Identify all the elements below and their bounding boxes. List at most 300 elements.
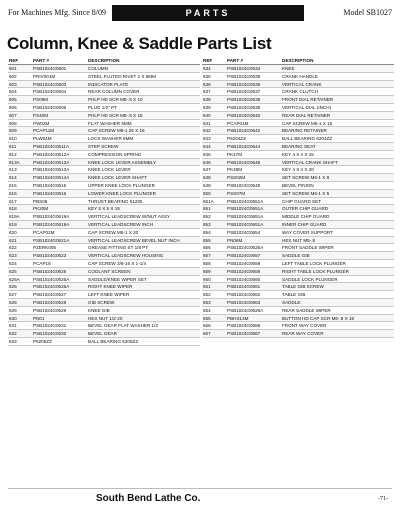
part-number-cell: PSB1024G0603 <box>33 81 67 87</box>
part-number-cell: PS40M <box>33 112 49 118</box>
description-cell: THRUST BEARING 51205 <box>88 198 143 204</box>
footer-brand: South Bend Lathe Co. <box>96 493 201 504</box>
part-number-cell: PSB1024G0651A <box>227 198 264 204</box>
ref-cell: 660 <box>203 276 211 282</box>
table-row <box>8 88 200 96</box>
table-row <box>202 221 394 229</box>
ref-cell: 630 <box>9 315 17 321</box>
table-row <box>8 252 200 260</box>
description-cell: VERTICAL CRANK SHAFT <box>282 159 338 165</box>
table-row <box>202 237 394 245</box>
table-row <box>8 322 200 330</box>
table-row <box>202 159 394 167</box>
ref-cell: 645 <box>203 151 211 157</box>
description-cell: SET SCREW M6-1 X 8 <box>282 175 330 181</box>
ref-cell: 651A <box>203 198 214 204</box>
part-number-cell: PSB1024G0614A <box>33 175 70 181</box>
description-cell: LEFT TABLE LOCK PLUNGER <box>282 260 346 266</box>
header-machines-text: For Machines Mfg. Since 8/09 <box>8 8 106 17</box>
ref-cell: 627 <box>9 292 17 298</box>
description-cell: WAY COVER SUPPORT <box>282 229 333 235</box>
ref-cell: 613A <box>9 159 20 165</box>
table-row <box>8 268 200 276</box>
description-cell: REAR WAY COVER <box>282 331 324 337</box>
table-row <box>8 198 200 206</box>
parts-table-left <box>8 56 200 346</box>
ref-cell: 622 <box>9 245 17 251</box>
table-row <box>202 112 394 120</box>
page-number: -71- <box>378 496 388 502</box>
header-model-text: Model SB1027 <box>343 8 392 17</box>
ref-cell: 635 <box>203 73 211 79</box>
part-number-cell: PCAP02M <box>33 229 55 235</box>
part-number-cell: PSB1024G0621A <box>33 237 70 243</box>
part-number-cell: PSB1024G0616 <box>33 190 67 196</box>
ref-cell: 644 <box>203 143 211 149</box>
table-body <box>8 65 200 346</box>
table-row <box>8 330 200 338</box>
part-number-cell: PSB1024G0666 <box>227 323 261 329</box>
description-cell: PHLP HD SCR M5-.8 X 16 <box>88 112 143 118</box>
table-row <box>8 338 200 346</box>
ref-cell: 647 <box>203 167 211 173</box>
part-number-cell: PSB1024G0613A <box>33 167 70 173</box>
part-number-cell: PSB1024G0657 <box>227 253 261 259</box>
part-number-cell: PSB1024G0638 <box>227 97 261 103</box>
part-number-cell: PCAP18 <box>33 260 51 266</box>
description-cell: LOWER KNEE LOCK PLUNGER <box>88 190 156 196</box>
part-number-cell: PSB1024G0640 <box>227 112 261 118</box>
table-row <box>8 120 200 128</box>
part-number-cell: PK20M <box>33 206 49 212</box>
ref-cell: 611 <box>9 143 17 149</box>
ref-cell: 641 <box>203 120 211 126</box>
description-cell: HEX NUT 1/2-20 <box>88 315 123 321</box>
table-row <box>202 198 394 206</box>
table-row <box>8 174 200 182</box>
part-number-cell: PSB1024G0663 <box>227 299 261 305</box>
part-number-cell: PSB1024G0613A <box>33 159 70 165</box>
ref-cell: 632 <box>9 331 17 337</box>
table-row <box>8 276 200 284</box>
ref-cell: 626 <box>9 284 17 290</box>
ref-cell: 631 <box>9 323 17 329</box>
table-row <box>202 127 394 135</box>
description-cell: INNER CHIP GUARD <box>282 221 327 227</box>
table-row <box>8 221 200 229</box>
description-cell: BEVEL GEAR <box>88 331 117 337</box>
part-number-cell: PBS05 <box>33 198 48 204</box>
description-cell: KNEE LOCK LEVER SHAFT <box>88 175 147 181</box>
part-number-cell: PSB1024G0604 <box>33 89 67 95</box>
table-row <box>202 260 394 268</box>
ref-cell: 638 <box>203 97 211 103</box>
description-cell: FRONT WAY COVER <box>282 323 327 329</box>
table-row <box>202 143 394 151</box>
ref-cell: 659 <box>203 268 211 274</box>
description-cell: REAR DIAL RETAINER <box>282 112 331 118</box>
ref-cell: 619A <box>9 214 20 220</box>
description-cell: LOCK WASHER 8MM <box>88 136 134 142</box>
description-cell: FLAT WASHER 5MM <box>88 120 132 126</box>
table-row <box>202 252 394 260</box>
table-row <box>8 260 200 268</box>
description-cell: GIB SCREW <box>88 299 115 305</box>
description-cell: REAR COLUMN COVER <box>88 89 140 95</box>
description-cell: FRONT DIAL RETAINER <box>282 97 334 103</box>
description-cell: CRANK CLUTCH <box>282 89 318 95</box>
ref-cell: 620 <box>9 229 17 235</box>
ref-cell: 604 <box>9 89 17 95</box>
table-header <box>8 56 200 65</box>
description-cell: COOLANT SCREEN <box>88 268 131 274</box>
part-number-cell: PLW04M <box>33 136 52 142</box>
table-row <box>8 237 200 245</box>
table-row <box>8 112 200 120</box>
part-number-cell: PSB1024G0667 <box>227 331 261 337</box>
part-number-cell: PSB1024G0646 <box>227 159 261 165</box>
ref-cell: 623 <box>9 253 17 259</box>
page-header <box>8 5 392 21</box>
description-cell: CAP SCREW M8-1.25 X 16 <box>88 128 145 134</box>
ref-cell: 643 <box>203 136 211 142</box>
description-cell: BALL BEARING 6204ZZ <box>282 136 333 142</box>
part-number-cell: PSB1024G0626A <box>227 307 264 313</box>
part-number-cell: PSB1024G0625 <box>33 268 67 274</box>
description-cell: SADDLE GIB <box>282 253 310 259</box>
part-number-cell: PSB1024G0636 <box>227 81 261 87</box>
description-cell: RIGHT KNEE WIPER <box>88 284 133 290</box>
ref-cell: 624 <box>9 260 17 266</box>
table-row <box>202 244 394 252</box>
part-number-cell: PN01 <box>33 315 45 321</box>
ref-cell: 658 <box>203 260 211 266</box>
part-number-cell: PSB1024G0658 <box>227 260 261 266</box>
part-number-cell: PSB1024G0626A <box>227 245 264 251</box>
table-row <box>8 205 200 213</box>
page-title: Column, Knee & Saddle Parts List <box>7 34 272 53</box>
description-cell: SADDLE LOCK PLUNGER <box>282 276 338 282</box>
part-number-cell: PSB1024G0644 <box>227 143 261 149</box>
ref-cell: 615 <box>9 182 17 188</box>
column-header-part: PART # <box>227 58 243 63</box>
ref-cell: 665 <box>203 315 211 321</box>
column-header-description: DESCRIPTION <box>282 58 314 63</box>
ref-cell: 654 <box>203 229 211 235</box>
part-number-cell: PSB1024G0619A <box>33 221 70 227</box>
description-cell: GREASE FITTING ST 1/8 PT <box>88 245 149 251</box>
description-cell: COLUMN <box>88 66 108 71</box>
description-cell: KNEE <box>282 66 295 71</box>
table-row <box>8 182 200 190</box>
table-row <box>202 283 394 291</box>
part-number-cell: PS09M <box>33 97 49 103</box>
ref-cell: 601 <box>9 66 17 71</box>
ref-cell: 646 <box>203 159 211 165</box>
description-cell: LEFT KNEE WIPER <box>88 292 130 298</box>
ref-cell: 650 <box>203 190 211 196</box>
ref-cell: 652 <box>203 214 211 220</box>
table-row <box>8 315 200 323</box>
part-number-cell: PSB1024G0654 <box>227 229 261 235</box>
parts-table-right <box>202 56 394 338</box>
part-number-cell: PSB1024G0623 <box>33 253 67 259</box>
part-number-cell: PSB1024G0635 <box>227 73 261 79</box>
table-row <box>8 81 200 89</box>
part-number-cell: PSB1024G0637 <box>227 89 261 95</box>
ref-cell: 618 <box>9 206 17 212</box>
part-number-cell: PSB1024G0615 <box>33 182 67 188</box>
description-cell: BEARING RETAINER <box>282 128 327 134</box>
ref-cell: 666 <box>203 323 211 329</box>
ref-cell: 610 <box>9 136 17 142</box>
table-row <box>202 276 394 284</box>
table-row <box>202 182 394 190</box>
table-row <box>202 213 394 221</box>
description-cell: MIDDLE CHIP GUARD <box>282 214 330 220</box>
part-number-cell: PSB1024G0611A <box>33 143 69 149</box>
ref-cell: 606 <box>9 104 17 110</box>
column-header-ref: REF <box>9 58 19 63</box>
table-row <box>202 322 394 330</box>
description-cell: VERTICAL LEADSCREW INCH <box>88 221 154 227</box>
table-row <box>8 143 200 151</box>
ref-cell: 605 <box>9 97 17 103</box>
ref-cell: 661 <box>203 284 211 290</box>
table-row <box>202 120 394 128</box>
description-cell: SADDLE/KNEE WIPER SET <box>88 276 147 282</box>
description-cell: HEX NUT M5-.8 <box>282 237 316 243</box>
table-row <box>8 159 200 167</box>
ref-cell: 629 <box>9 307 17 313</box>
part-number-cell: PSB1024G0651A <box>227 206 264 212</box>
part-number-cell: PW02M <box>33 120 50 126</box>
ref-cell: 649 <box>203 182 211 188</box>
ref-cell: 613 <box>9 167 17 173</box>
part-number-cell: PSB1024G0660 <box>227 276 261 282</box>
ref-cell: 612 <box>9 151 17 157</box>
description-cell: BALL BEARING 6205ZZ <box>88 338 139 344</box>
part-number-cell: PSB1024G0601 <box>33 66 67 71</box>
part-number-cell: PCAP01M <box>227 120 249 126</box>
table-row <box>202 330 394 338</box>
description-cell: KNEE LOCK LEVER ASSEMBLY <box>88 159 157 165</box>
table-row <box>8 151 200 159</box>
table-row <box>202 81 394 89</box>
table-row <box>8 213 200 221</box>
ref-cell: 609 <box>9 128 17 134</box>
table-row <box>8 291 200 299</box>
table-row <box>8 135 200 143</box>
ref-cell: 626A <box>9 276 20 282</box>
part-number-cell: PSS07M <box>227 190 246 196</box>
ref-cell: 602 <box>9 73 17 79</box>
table-row <box>202 299 394 307</box>
ref-cell: 637 <box>203 89 211 95</box>
description-cell: TABLE GIB <box>282 292 306 298</box>
ref-cell: 614 <box>9 175 17 181</box>
ref-cell: 663 <box>203 299 211 305</box>
ref-cell: 662 <box>203 292 211 298</box>
table-row <box>8 244 200 252</box>
part-number-cell: PSB1024G0629 <box>33 307 67 313</box>
description-cell: BEVEL PINION <box>282 182 314 188</box>
table-row <box>202 174 394 182</box>
ref-cell: 636 <box>203 81 211 87</box>
table-row <box>8 104 200 112</box>
part-number-cell: PSB1024G0619A <box>33 214 70 220</box>
part-number-cell: PSB1024G0649 <box>227 182 261 188</box>
description-cell: VERTICAL LEADSCREW HOUSING <box>88 253 164 259</box>
part-number-cell: PK47M <box>227 151 243 157</box>
part-number-cell: PSB1024G0651A <box>227 221 264 227</box>
table-row <box>8 307 200 315</box>
part-number-cell: PSB1024G0628 <box>33 299 67 305</box>
table-row <box>202 229 394 237</box>
description-cell: PLUG 1/2" PT <box>88 104 117 110</box>
table-row <box>202 205 394 213</box>
part-number-cell: PSB1024G0661 <box>227 284 261 290</box>
description-cell: KEY 5 X 5 X 15 <box>88 206 120 212</box>
description-cell: INDICATOR PLATE <box>88 81 129 87</box>
ref-cell: 648 <box>203 175 211 181</box>
ref-cell: 653 <box>203 221 211 227</box>
description-cell: VERTICAL DIAL (INCH) <box>282 104 332 110</box>
table-row <box>8 96 200 104</box>
ref-cell: 621 <box>9 237 17 243</box>
part-number-cell: PSB1024G0642 <box>227 128 261 134</box>
description-cell: VERTICAL CRANK <box>282 81 322 87</box>
table-row <box>202 73 394 81</box>
part-number-cell: P6205ZZ <box>33 338 52 344</box>
table-row <box>202 135 394 143</box>
part-number-cell: PBHS13M <box>227 315 249 321</box>
table-row <box>202 307 394 315</box>
description-cell: STEEL FLUTED RIVET 2 X 6MM <box>88 73 156 79</box>
part-number-cell: PK48M <box>227 167 243 173</box>
table-row <box>202 268 394 276</box>
ref-cell: 657 <box>203 253 211 259</box>
part-number-cell: PSB1024G0639 <box>227 104 261 110</box>
description-cell: RIGHT TABLE LOCK PLUNGER <box>282 268 349 274</box>
ref-cell: 656 <box>203 245 211 251</box>
part-number-cell: PSB1024G0659 <box>227 268 261 274</box>
part-number-cell: PSB1024G0626A <box>33 276 70 282</box>
part-number-cell: PSB1024G0606 <box>33 104 67 110</box>
ref-cell: 607 <box>9 112 17 118</box>
description-cell: PHLP HD SCR M5-.8 X 10 <box>88 97 143 103</box>
description-cell: OUTER CHIP GUARD <box>282 206 329 212</box>
table-body <box>202 65 394 338</box>
part-number-cell: PZERK005 <box>33 245 56 251</box>
description-cell: COMPRESSION SPRING <box>88 151 142 157</box>
table-row <box>8 299 200 307</box>
ref-cell: 667 <box>203 331 211 337</box>
ref-cell: 608 <box>9 120 17 126</box>
ref-cell: 655 <box>203 237 211 243</box>
table-row <box>8 229 200 237</box>
description-cell: STEP SCREW <box>88 143 119 149</box>
table-row <box>202 88 394 96</box>
part-number-cell: PSB1024G0626A <box>33 284 70 290</box>
description-cell: BEARING SEAT <box>282 143 316 149</box>
description-cell: KEY 4 X 4 X 20 <box>282 167 314 173</box>
description-cell: FRONT SADDLE WIPER <box>282 245 334 251</box>
description-cell: VERTICAL LEADSCREW BEVEL NUT INCH <box>88 237 180 243</box>
ref-cell: 634 <box>203 66 211 71</box>
ref-cell: 625 <box>9 268 17 274</box>
table-row <box>8 190 200 198</box>
table-row <box>8 65 200 73</box>
ref-cell: 619 <box>9 221 17 227</box>
description-cell: KNEE LOCK LEVER <box>88 167 131 173</box>
table-row <box>202 166 394 174</box>
table-row <box>202 104 394 112</box>
table-row <box>8 127 200 135</box>
part-number-cell: PSB1024G0631 <box>33 323 67 329</box>
ref-cell: 651 <box>203 206 211 212</box>
description-cell: SET SCREW M6-1 X 5 <box>282 190 330 196</box>
table-row <box>202 291 394 299</box>
description-cell: CRANK HANDLE <box>282 73 318 79</box>
part-number-cell: PSB1024G0627 <box>33 292 67 298</box>
table-row <box>202 65 394 73</box>
table-row <box>202 151 394 159</box>
part-number-cell: PCAP11M <box>33 128 55 134</box>
description-cell: KEY 4 X 4 X 15 <box>282 151 314 157</box>
column-header-description: DESCRIPTION <box>88 58 120 63</box>
table-row <box>202 96 394 104</box>
part-number-cell: PSB1024G0612A <box>33 151 70 157</box>
part-number-cell: PN06M <box>227 237 243 243</box>
description-cell: KNEE GIB <box>88 307 110 313</box>
table-row <box>202 190 394 198</box>
table-row <box>202 315 394 323</box>
column-header-ref: REF <box>203 58 213 63</box>
table-row <box>8 73 200 81</box>
part-number-cell: P6204ZZ <box>227 136 246 142</box>
description-cell: BUTTON HD CAP SCR M6-.8 X 16 <box>282 315 355 321</box>
part-number-cell: PSB1024G0632 <box>33 331 67 337</box>
description-cell: BEVEL GEAR FLAT WASHER 1/2 <box>88 323 158 329</box>
part-number-cell: PSB1024G0634 <box>227 66 261 71</box>
ref-cell: 603 <box>9 81 17 87</box>
ref-cell: 639 <box>203 104 211 110</box>
description-cell: UPPER KNEE LOCK PLUNGER <box>88 182 155 188</box>
part-number-cell: PSB1024G0651A <box>227 214 264 220</box>
column-header-part: PART # <box>33 58 49 63</box>
table-header <box>202 56 394 65</box>
part-number-cell: PSB1024G0662 <box>227 292 261 298</box>
description-cell: CHIP GUARD SET <box>282 198 321 204</box>
ref-cell: 628 <box>9 299 17 305</box>
ref-cell: 642 <box>203 128 211 134</box>
table-row <box>8 166 200 174</box>
ref-cell: 664 <box>203 307 211 313</box>
description-cell: REAR SADDLE WIPER <box>282 307 331 313</box>
description-cell: TABLE GIB SCREW <box>282 284 324 290</box>
description-cell: CAP SCREW 3/8-16 X 1-1/4 <box>88 260 147 266</box>
ref-cell: 616 <box>9 190 17 196</box>
header-section-band: PARTS <box>112 5 304 21</box>
description-cell: VERTICAL LEADSCREW W/NUT ASSY <box>88 214 171 220</box>
description-cell: CAP SCREW M6-1 X 16 <box>282 120 333 126</box>
part-number-cell: PRIV001M <box>33 73 56 79</box>
ref-cell: 640 <box>203 112 211 118</box>
part-number-cell: PSS02M <box>227 175 246 181</box>
ref-cell: 633 <box>9 338 17 344</box>
description-cell: SADDLE <box>282 299 301 305</box>
